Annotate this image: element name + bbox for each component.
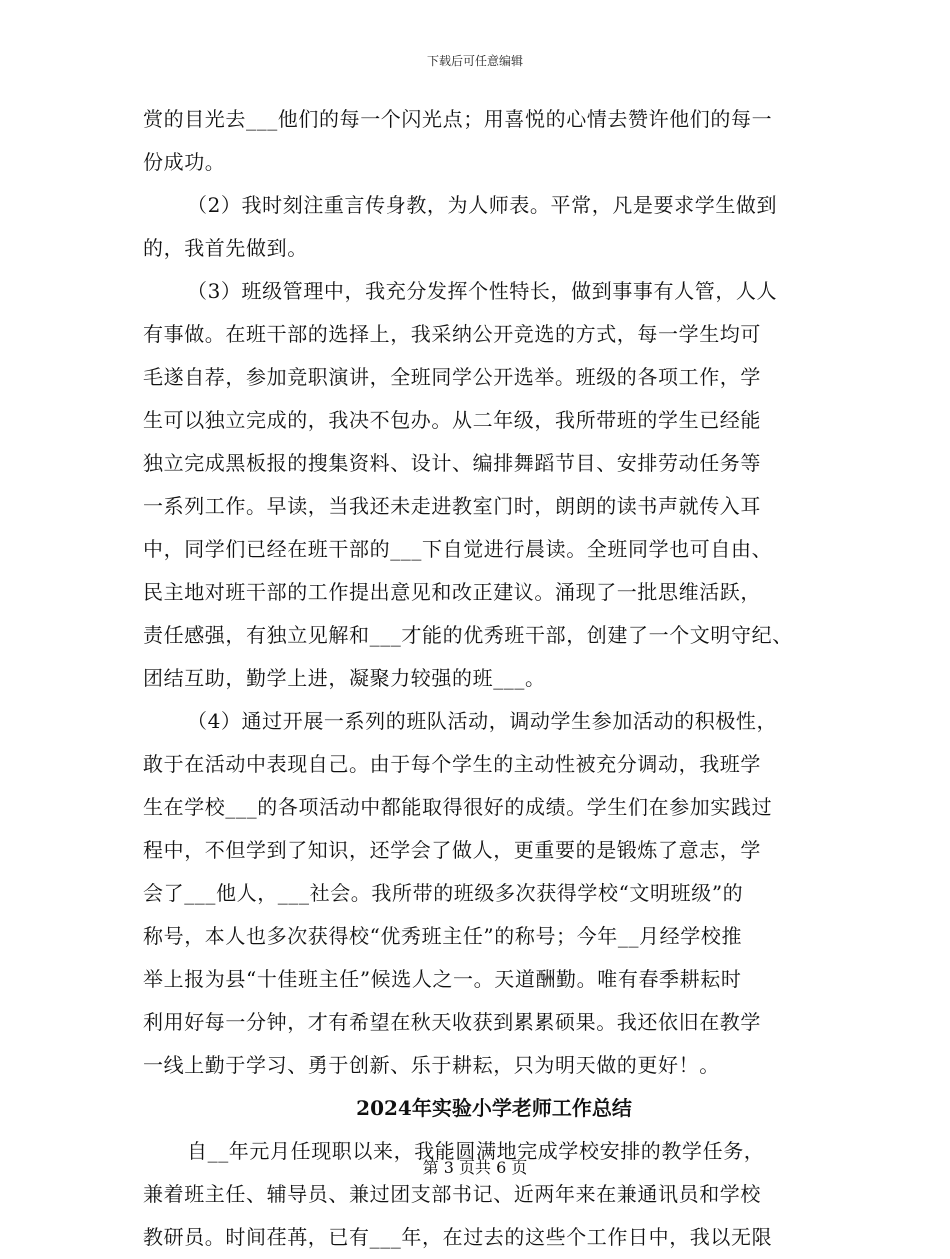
text-line: 程中，不但学到了知识，还学会了做人，更重要的是锻炼了意志，学 xyxy=(143,838,761,862)
text-line: 毛遂自荐，参加竞职演讲，全班同学公开选举。班级的各项工作，学 xyxy=(143,365,761,389)
text-line: 赏的目光去___他们的每一个闪光点；用喜悦的心情去赞许他们的每一 xyxy=(143,107,773,131)
text-line: 中，同学们已经在班干部的___下自觉进行晨读。全班同学也可自由、 xyxy=(143,537,773,561)
paragraph-start-4: （4）通过开展一系列的班队活动，调动学生参加活动的积极性， xyxy=(187,709,778,733)
paragraph-start-2: （2）我时刻注重言传身教，为人师表。平常，凡是要求学生做到 xyxy=(187,193,778,217)
text-line: 兼着班主任、辅导员、兼过团支部书记、近两年来在兼通讯员和学校 xyxy=(143,1182,761,1206)
section-title: 2024年实验小学老师工作总结 xyxy=(356,1096,632,1120)
paragraph-start-summary: 自__年元月任现职以来，我能圆满地完成学校安排的教学任务， xyxy=(187,1139,765,1163)
text-line: 一系列工作。早读，当我还未走进教室门时，朗朗的读书声就传入耳 xyxy=(143,494,761,518)
text-line: 一线上勤于学习、勇于创新、乐于耕耘，只为明天做的更好！。 xyxy=(143,1053,720,1077)
page-number: 第 3 页共 6 页 xyxy=(422,1158,528,1177)
header-note: 下载后可任意编辑 xyxy=(426,54,523,68)
text-line: 称号，本人也多次获得校“优秀班主任”的称号；今年__月经学校推 xyxy=(143,924,743,948)
text-line: 的，我首先做到。 xyxy=(143,236,308,260)
text-line: 独立完成黑板报的搜集资料、设计、编排舞蹈节目、安排劳动任务等 xyxy=(143,451,761,475)
text-line: 教研员。时间荏苒，已有___年，在过去的这些个工作日中，我以无限 xyxy=(143,1225,773,1249)
text-line: 有事做。在班干部的选择上，我采纳公开竞选的方式，每一学生均可 xyxy=(143,322,761,346)
text-line: 举上报为县“十佳班主任”候选人之一。天道酬勤。唯有春季耕耘时 xyxy=(143,967,742,991)
text-line: 责任感强，有独立见解和___才能的优秀班干部，创建了一个文明守纪、 xyxy=(143,623,793,647)
text-line: 民主地对班干部的工作提出意见和改正建议。涌现了一批思维活跃， xyxy=(143,580,761,604)
text-line: 会了___他人，___社会。我所带的班级多次获得学校“文明班级”的 xyxy=(143,881,744,905)
text-line: 团结互助，勤学上进，凝聚力较强的班___。 xyxy=(143,666,546,690)
text-line: 利用好每一分钟，才有希望在秋天收获到累累硕果。我还依旧在教学 xyxy=(143,1010,761,1034)
text-line: 敢于在活动中表现自己。由于每个学生的主动性被充分调动，我班学 xyxy=(143,752,761,776)
text-line: 生在学校___的各项活动中都能取得很好的成绩。学生们在参加实践过 xyxy=(143,795,773,819)
text-line: 生可以独立完成的，我决不包办。从二年级，我所带班的学生已经能 xyxy=(143,408,761,432)
text-line: 份成功。 xyxy=(143,150,226,174)
document-body xyxy=(143,98,815,1259)
paragraph-start-3: （3）班级管理中，我充分发挥个性特长，做到事事有人管，人人 xyxy=(187,279,778,303)
